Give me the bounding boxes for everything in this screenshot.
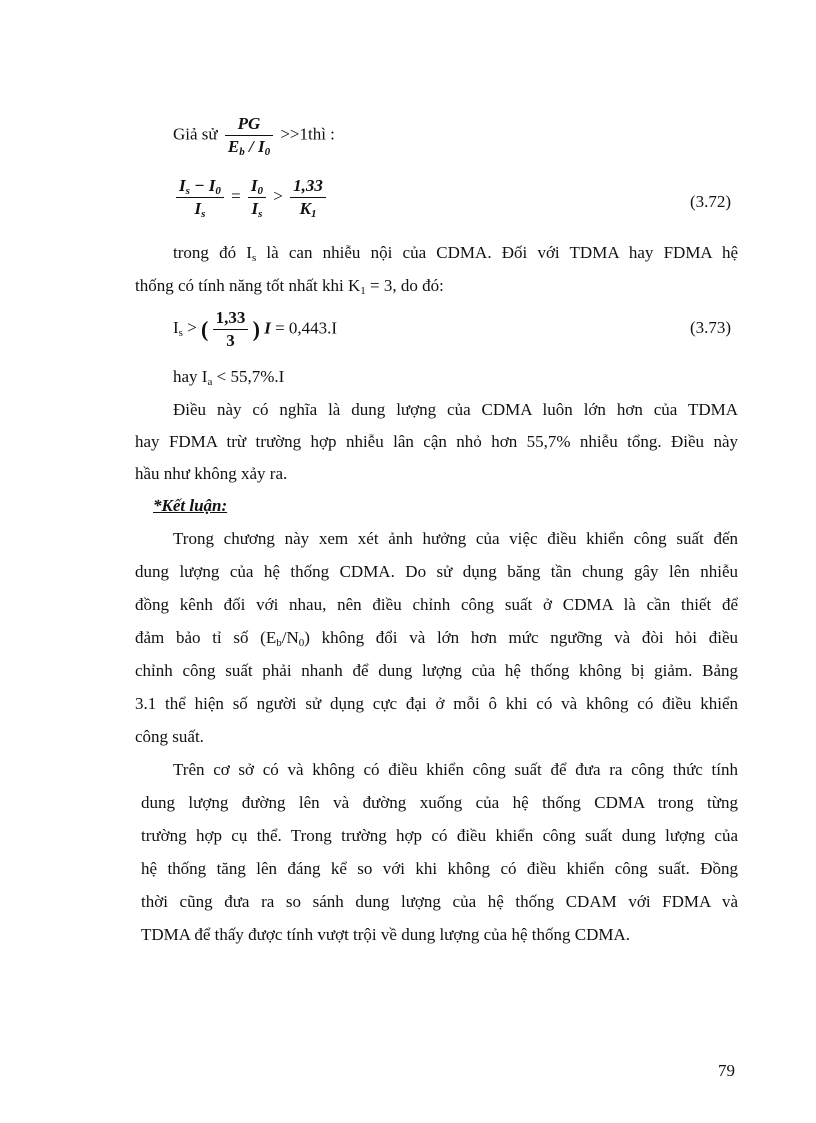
eq-numerator: 1,33 bbox=[290, 176, 326, 198]
paragraph-line: đồng kênh đối với nhau, nên điều chỉnh công suất ở CDMA là cần thiết để bbox=[135, 595, 738, 614]
equation-3-73 bbox=[173, 308, 337, 351]
eq-numerator: $I_s - I_0$ bbox=[176, 176, 224, 198]
eq-rhs: = 0,443.I bbox=[275, 318, 338, 338]
paragraph-line: dung lượng của hệ thống CDMA. Do sử dụng băng tần chung gây lên nhiễu bbox=[135, 562, 738, 581]
eq-denominator: 3 bbox=[226, 331, 235, 350]
equation-number: (3.73) bbox=[690, 318, 732, 337]
assumption-line bbox=[173, 114, 335, 157]
paragraph-line: chỉnh công suất phải nhanh để dung lượng của hệ thống không bị giảm. Bảng bbox=[135, 661, 738, 680]
conclusion-heading: *Kết luận: bbox=[153, 496, 228, 515]
equation-3-72 bbox=[173, 176, 329, 219]
paragraph-line: hệ thống tăng lên đáng kể so với khi không có điều khiển công suất. Đồng bbox=[141, 859, 738, 878]
assume-suffix: >>1thì : bbox=[280, 124, 335, 144]
paragraph-line: Trên cơ sở có và không có điều khiển công suất để đưa ra công thức tính bbox=[173, 760, 738, 779]
paragraph-line: TDMA để thấy được tính vượt trội về dung lượng của hệ thống CDMA. bbox=[141, 925, 630, 944]
eq-numerator: $I_0$ bbox=[248, 176, 266, 198]
eq-fraction-3 bbox=[290, 176, 326, 219]
greater-sign: > bbox=[273, 186, 283, 206]
eq-denominator: $K_1$ bbox=[299, 199, 317, 220]
eq-fraction-2 bbox=[248, 176, 266, 219]
paragraph-line: công suất. bbox=[135, 727, 204, 746]
paragraph-line: thống có tính năng tốt nhất khi $K_1 = 3$, do đó: bbox=[135, 276, 444, 297]
eq-denominator: $I_s$ bbox=[194, 199, 206, 220]
assume-prefix: Giả sử bbox=[173, 124, 218, 144]
paragraph-line: hay FDMA trừ trường hợp nhiễu lân cận nhỏ hơn 55,7% nhiễu tổng. Điều này bbox=[135, 432, 738, 451]
assume-fraction bbox=[225, 114, 273, 157]
eq-denominator: $I_s$ bbox=[251, 199, 263, 220]
paragraph-line: hay $I_a < 55,7\%.I$ bbox=[173, 367, 285, 388]
eq-lhs: $I_s$ > bbox=[173, 318, 197, 340]
close-paren: ) bbox=[252, 316, 260, 342]
paragraph-line: Điều này có nghĩa là dung lượng của CDMA luôn lớn hơn của TDMA bbox=[173, 400, 738, 419]
page-number: 79 bbox=[718, 1061, 735, 1080]
paragraph-line: trong đó $I_s$ là can nhiễu nội của CDMA. Đối với TDMA hay FDMA hệ bbox=[173, 243, 739, 264]
equals-sign: = bbox=[231, 186, 241, 206]
eq-fraction bbox=[213, 308, 249, 351]
fraction-denominator: $E_b / I_0$ bbox=[227, 137, 271, 158]
equation-number: (3.72) bbox=[690, 192, 732, 211]
paragraph-line: hầu như không xảy ra. bbox=[135, 464, 288, 483]
paragraph-line: 3.1 thể hiện số người sử dụng cực đại ở mỗi ô khi có và không có điều khiển bbox=[135, 694, 738, 713]
paragraph-line: thời cũng đưa ra so sánh dung lượng của hệ thống CDAM với FDMA và bbox=[141, 892, 738, 911]
eq-variable: I bbox=[264, 318, 271, 338]
open-paren: ( bbox=[201, 316, 209, 342]
paragraph-line: đảm bảo tỉ số $(E_b/N_0)$ không đổi và lớn hơn mức ngưỡng và đòi hỏi điều bbox=[135, 628, 738, 649]
paragraph-line: dung lượng đường lên và đường xuống của hệ thống CDMA trong từng bbox=[141, 793, 738, 812]
eq-fraction-1 bbox=[176, 176, 224, 219]
paragraph-line: trường hợp cụ thể. Trong trường hợp có điều khiển công suất dung lượng của bbox=[141, 826, 738, 845]
eq-numerator: 1,33 bbox=[213, 308, 249, 330]
fraction-numerator: PG bbox=[225, 114, 273, 136]
paragraph-line: Trong chương này xem xét ảnh hưởng của việc điều khiển công suất đến bbox=[173, 529, 738, 548]
